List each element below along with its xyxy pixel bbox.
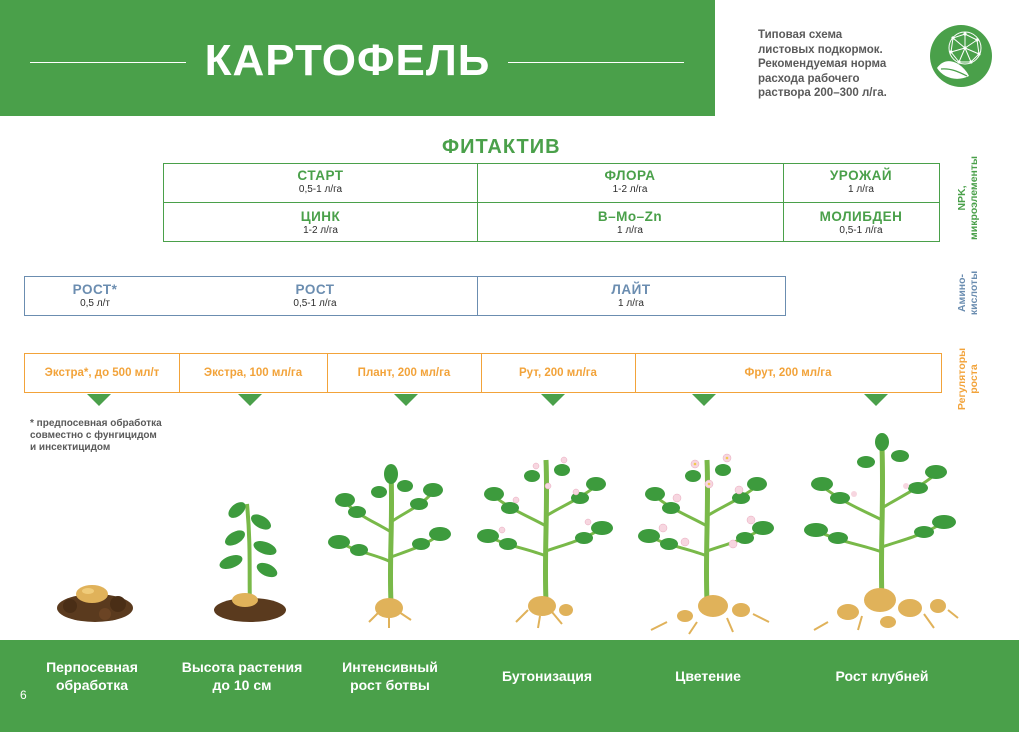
- fitaktiv-cell-urozhay: УРОЖАЙ 1 л/га: [829, 168, 893, 195]
- title-line-right: [508, 62, 684, 63]
- scheme-description: Типовая схема листовых подкормок. Рекомендуемая норма расхода рабочего раствора 200–300 л/га.: [758, 29, 887, 99]
- reg-cell-extra-seed: Экстра*, до 500 мл/т: [44, 367, 160, 379]
- stage-arrow-down-icon: [864, 394, 888, 406]
- fitaktiv-cell-molibden: МОЛИБДЕН 0,5-1 л/га: [819, 209, 903, 236]
- fitaktiv-row-divider: [164, 202, 939, 203]
- fitaktiv-cell-start: СТАРТ 0,5-1 л/га: [297, 168, 344, 195]
- fitaktiv-table: [163, 163, 940, 242]
- regulators-side-label: Регуляторы роста: [956, 347, 980, 411]
- reg-cell-rut: Рут, 200 мл/га: [519, 367, 597, 379]
- stage-label-budding: Бутонизация: [501, 668, 593, 684]
- seed-tuber-in-soil-icon: [50, 570, 140, 625]
- amino-cell-rost-seed: РОСТ* 0,5 л/т: [72, 282, 118, 309]
- stage-label-presowing: Перпосевная обработка: [46, 659, 138, 693]
- flowering-potato-plant-icon: [637, 446, 777, 636]
- tuber-growth-potato-plant-icon: [802, 432, 962, 637]
- stage-label-tuber-growth: Рост клубней: [835, 668, 929, 684]
- reg-cell-frut: Фрут, 200 мл/га: [744, 367, 832, 379]
- page-title: КАРТОФЕЛЬ: [204, 36, 491, 85]
- stage-arrow-down-icon: [541, 394, 565, 406]
- amino-table: [24, 276, 786, 316]
- fitaktiv-cell-zinc: ЦИНК 1-2 л/га: [300, 209, 341, 236]
- stage-label-intensive-growth: Интенсивный рост ботвы: [342, 659, 438, 693]
- stage-arrow-down-icon: [238, 394, 262, 406]
- amino-cell-layt: ЛАЙТ 1 л/га: [611, 282, 651, 309]
- fitaktiv-cell-b-mo-zn: B–Mo–Zn 1 л/га: [597, 209, 663, 236]
- leaf-globe-logo-icon: [929, 24, 993, 88]
- title-line-left: [30, 62, 186, 63]
- page-number: 6: [20, 688, 27, 702]
- fitaktiv-cell-flora: ФЛОРА 1-2 л/га: [604, 168, 656, 195]
- budding-potato-plant-icon: [476, 446, 616, 631]
- reg-cell-plant: Плант, 200 мл/га: [357, 367, 451, 379]
- regulators-table: [24, 353, 942, 393]
- stage-label-height-10cm: Высота растения до 10 см: [181, 659, 303, 693]
- fitaktiv-title: ФИТАКТИВ: [442, 136, 561, 158]
- reg-cell-extra: Экстра, 100 мл/га: [203, 367, 303, 379]
- footnote: * предпосевная обработка совместно с фунгицидом и инсектицидом: [30, 418, 162, 453]
- stage-arrow-down-icon: [87, 394, 111, 406]
- stage-arrow-down-icon: [692, 394, 716, 406]
- stage-label-flowering: Цветение: [675, 668, 741, 684]
- stage-arrow-down-icon: [394, 394, 418, 406]
- seedling-icon: [205, 496, 295, 626]
- amino-cell-rost: РОСТ 0,5-1 л/га: [293, 282, 337, 309]
- fitaktiv-side-label: NPK, микроэлементы: [956, 156, 980, 240]
- young-potato-plant-icon: [325, 462, 455, 632]
- amino-side-label: Амино- кислоты: [956, 270, 980, 316]
